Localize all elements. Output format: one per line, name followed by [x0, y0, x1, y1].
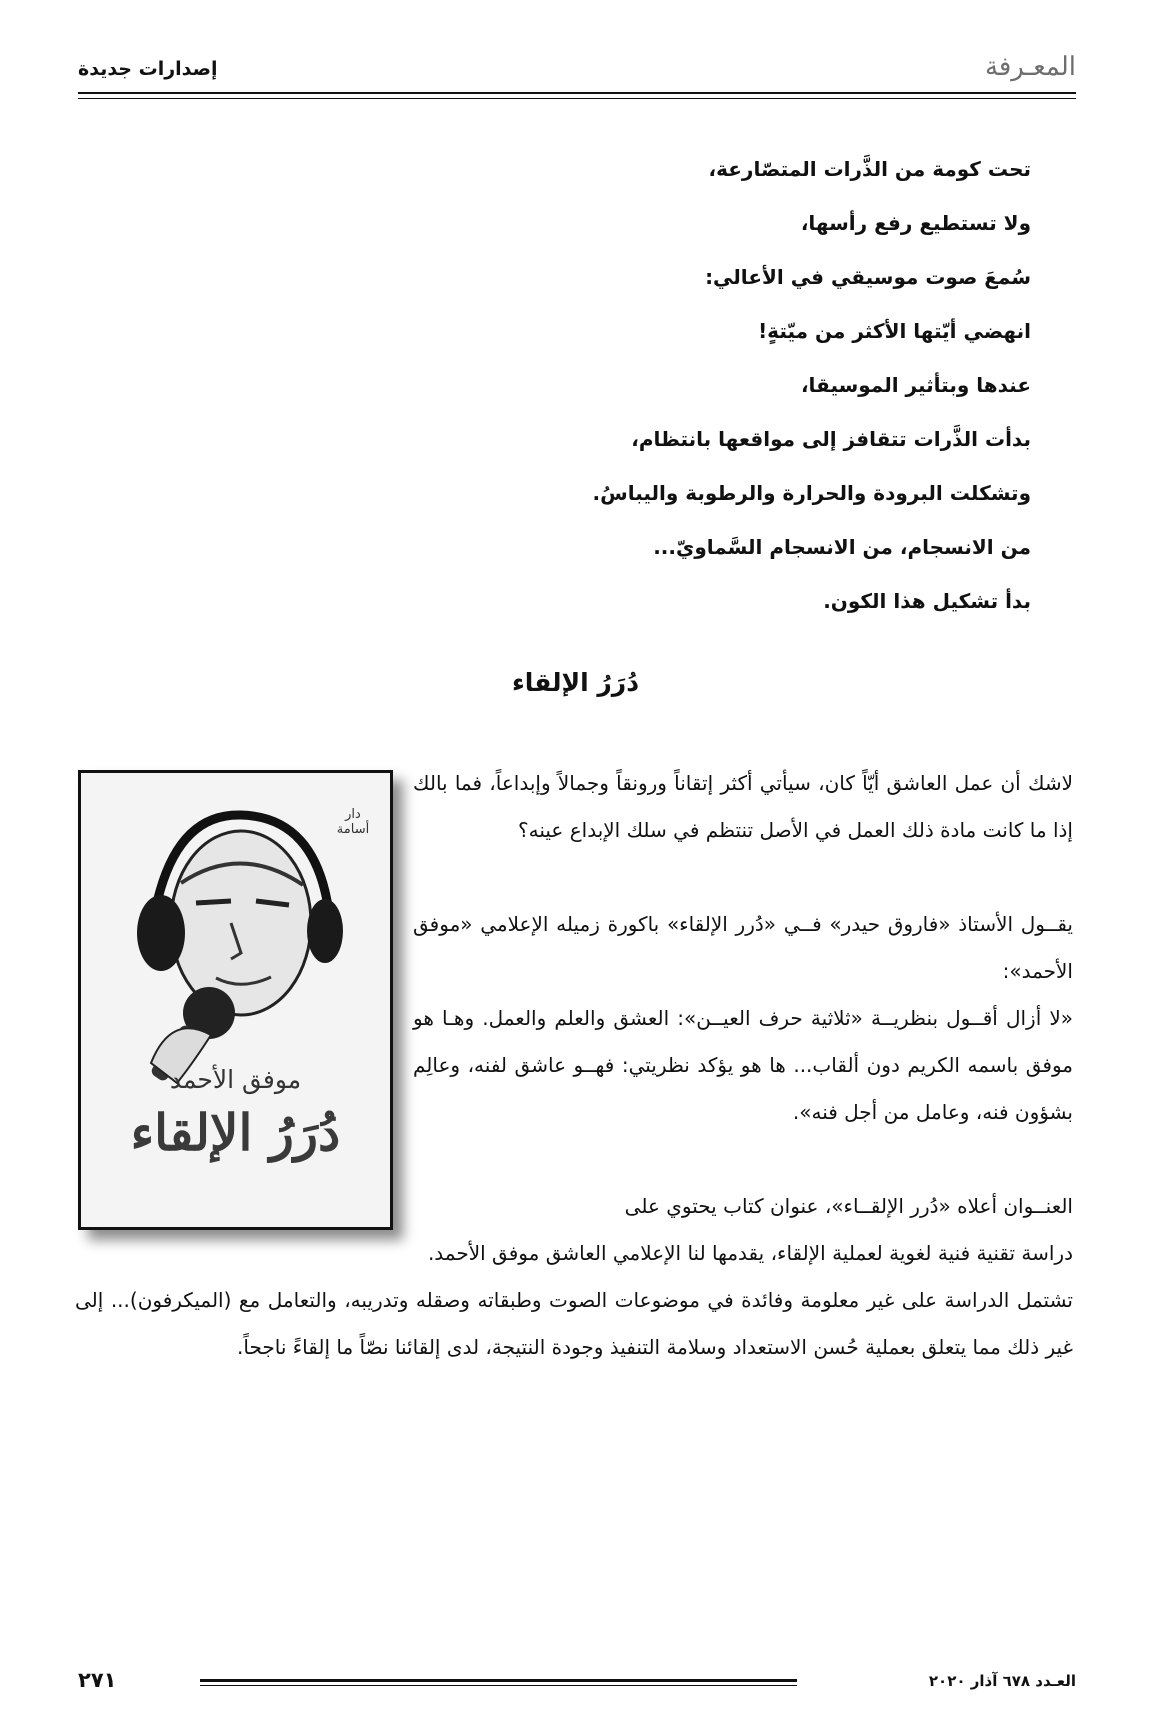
- page-header: [78, 50, 1076, 100]
- publisher-logo: دار أسامة: [336, 807, 370, 837]
- footer-rule: [200, 1679, 797, 1682]
- header-rule-thin: [78, 98, 1076, 99]
- header-rule: [78, 92, 1076, 94]
- paragraph: يقــول الأستاذ «فاروق حيدر» فــي «دُرر الإلقاء» باكورة زميله الإعلامي «موفق الأحمد»:: [413, 912, 1073, 983]
- paragraph: «لا أزال أقــول بنظريــة «ثلاثية حرف العيــن»: العشق والعلم والعمل. وهـا هو موفق باسمه الكريم دون ألقاب... ها هو يؤكد نظريتي: فهــو عاشق لفنه، وعالِم بشؤون فنه، وعامل من أجل فنه».: [413, 1006, 1073, 1124]
- paragraph: دراسة تقنية فنية لغوية لعملية الإلقاء، يقدمها لنا الإعلامي العاشق موفق الأحمد.: [427, 1241, 1073, 1265]
- poem-line: من الانسجام، من الانسجام السَّماويّ...: [653, 535, 1031, 559]
- paragraph: العنــوان أعلاه «دُرر الإلقــاء»، عنوان كتاب يحتوي على: [624, 1194, 1073, 1218]
- book-cover: [78, 770, 393, 1230]
- footer-rule-thin: [200, 1685, 797, 1686]
- poem-line: انهضي أيّتها الأكثر من ميّتةٍ!: [758, 319, 1031, 343]
- poem: [271, 142, 1031, 628]
- page-footer: [78, 1668, 1076, 1698]
- issue-info: العـدد ٦٧٨ آذار ٢٠٢٠: [928, 1672, 1076, 1690]
- paragraph: لاشك أن عمل العاشق أيّاً كان، سيأتي أكثر إتقاناً ورونقاً وجمالاً وإبداعاً، فما بالك إذا ما كانت مادة ذلك العمل في الأصل تنتظم في سلك الإبداع عينه؟: [413, 771, 1073, 842]
- page-number: ٢٧١: [78, 1668, 117, 1692]
- book-title: دُرَرُ الإلقاء: [130, 1103, 341, 1162]
- paragraph: تشتمل الدراسة على غير معلومة وفائدة في موضوعات الصوت وطبقاته وصقله وتدريبه، والتعامل مع (الميكرفون)... إلى غير ذلك مما يتعلق بعملية حُسن الاستعداد وسلامة التنفيذ وجودة النتيجة، لدى إلقائنا نصّاً ما إلقاءً ناجحاً.: [75, 1288, 1073, 1359]
- poem-line: سُمعَ صوت موسيقي في الأعالي:: [705, 265, 1031, 289]
- article-heading: دُرَرُ الإلقاء: [511, 668, 640, 697]
- book-author: موفق الأحمد: [169, 1065, 302, 1094]
- section-title: إصدارات جديدة: [78, 58, 218, 80]
- poem-line: بدأت الذَّرات تتقافز إلى مواقعها بانتظام،: [631, 427, 1031, 451]
- poem-line: ولا تستطيع رفع رأسها،: [800, 211, 1031, 235]
- poem-line: وتشكلت البرودة والحرارة والرطوبة واليباسُ.: [592, 481, 1031, 505]
- poem-line: تحت كومة من الذَّرات المتصّارعة،: [708, 157, 1031, 181]
- poem-line: بدأ تشكيل هذا الكون.: [823, 589, 1031, 613]
- magazine-logo: المعـرفة: [984, 52, 1076, 82]
- poem-line: عندها وبتأثير الموسيقا،: [800, 373, 1031, 397]
